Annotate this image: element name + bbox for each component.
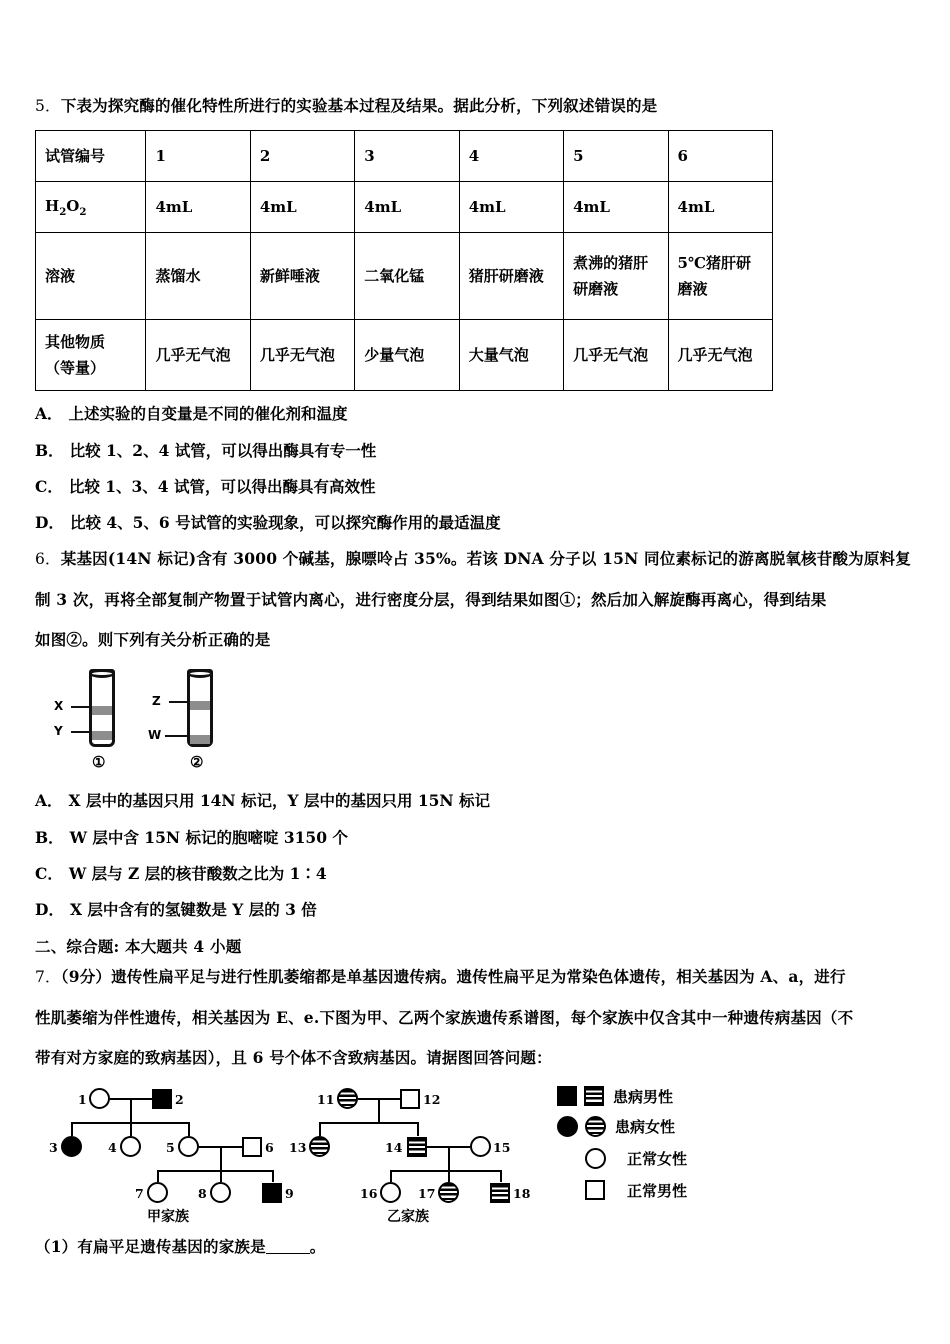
question-6-block — [35, 548, 915, 920]
drop-line-8 — [220, 1170, 222, 1182]
option-label: C． — [35, 863, 63, 883]
centrifuge-tube-figure — [47, 665, 915, 773]
question-7-sub-1 — [35, 1236, 915, 1258]
legend-symbols — [557, 1086, 604, 1106]
row-header-solution: 溶液 — [36, 233, 146, 320]
tick-z — [169, 701, 189, 703]
open-square-icon — [585, 1180, 605, 1200]
option-text: 比较 1、3、4 试管，可以得出酶具有高效性 — [68, 476, 376, 496]
cell-h2o2-6: 4mL — [668, 182, 772, 233]
question-5-option-b — [35, 441, 915, 461]
option-label: C． — [35, 476, 63, 496]
drop-line-5 — [188, 1122, 190, 1136]
band-z — [190, 701, 210, 710]
question-7-stem-line-1 — [35, 966, 915, 988]
pedigree-individual-13 — [309, 1136, 330, 1157]
question-6-option-c — [35, 864, 915, 884]
pedigree-individual-17 — [438, 1182, 459, 1203]
drop-line-3 — [71, 1122, 73, 1136]
descent-line-a2 — [220, 1146, 222, 1170]
cell-result-6: 几乎无气泡 — [668, 320, 772, 391]
legend-row-normal-female — [585, 1148, 687, 1169]
cell-result-4: 大量气泡 — [459, 320, 563, 391]
tube-label-w: W — [148, 728, 162, 743]
question-6-number: 6． — [35, 550, 61, 569]
question-6-option-b — [35, 828, 915, 848]
question-6-option-a — [35, 791, 915, 811]
option-text: X 层中含有的氢键数是 Y 层的 3 倍 — [69, 899, 317, 919]
page-content — [35, 95, 915, 1258]
cell-solution-3: 二氧化锰 — [355, 233, 459, 320]
cell-tube-2: 2 — [250, 131, 354, 182]
cell-h2o2-4: 4mL — [459, 182, 563, 233]
pedigree-number-5: 5 — [166, 1139, 175, 1155]
tube-label-z: Z — [152, 694, 161, 709]
drop-line-13 — [319, 1122, 321, 1136]
pedigree-individual-18 — [490, 1183, 510, 1203]
pedigree-number-7: 7 — [135, 1185, 144, 1201]
section-2-title: 二、综合题: 本大题共 4 小题 — [35, 937, 242, 956]
sibship-line-a2 — [157, 1170, 272, 1172]
pedigree-individual-12 — [400, 1089, 420, 1109]
pedigree-individual-11 — [337, 1088, 358, 1109]
option-label: A． — [35, 791, 63, 811]
cell-tube-4: 4 — [459, 131, 563, 182]
pedigree-individual-4 — [120, 1136, 141, 1157]
question-6-stem-text-1: 某基因(14N 标记)含有 3000 个碱基，腺嘌呤占 35%。若该 DNA 分子以 15N 同位素标记的游离脱氧核苷酸为原料复 — [60, 549, 911, 569]
cell-tube-1: 1 — [146, 131, 250, 182]
pedigree-individual-16 — [380, 1182, 401, 1203]
option-text: 比较 1、2、4 试管，可以得出酶具有专一性 — [69, 440, 377, 460]
question-7-number: 7． — [35, 968, 61, 987]
tick-x — [71, 706, 91, 708]
tick-w — [165, 735, 189, 737]
pedigree-number-9: 9 — [285, 1185, 294, 1201]
legend-symbols — [557, 1116, 606, 1137]
drop-line-9 — [272, 1170, 274, 1182]
option-text: 上述实验的自变量是不同的催化剂和温度 — [68, 404, 348, 424]
table-row — [36, 320, 773, 391]
legend-label: 正常女性 — [627, 1149, 688, 1168]
answer-blank[interactable] — [266, 1253, 310, 1254]
pedigree-number-1: 1 — [78, 1091, 87, 1107]
tick-y — [71, 731, 91, 733]
pedigree-number-8: 8 — [198, 1185, 207, 1201]
family-b-label: 乙家族 — [387, 1208, 429, 1225]
cell-solution-6: 5℃猪肝研 磨液 — [668, 233, 772, 320]
tube-label-x: X — [54, 699, 64, 714]
open-circle-icon — [585, 1148, 606, 1169]
cell-solution-5: 煮沸的猪肝 研磨液 — [564, 233, 668, 320]
question-5-option-a — [35, 404, 915, 424]
question-6-stem-line-2: 制 3 次，再将全部复制产物置于试管内离心，进行密度分层，得到结果如图①；然后加入解旋酶再离心，得到结果 — [35, 589, 827, 609]
table-row — [36, 131, 773, 182]
row-header-other-substance: 其他物质 （等量） — [36, 320, 146, 391]
question-6-option-d — [35, 900, 915, 920]
test-tube-1 — [89, 669, 115, 747]
question-5-block — [35, 95, 915, 533]
question-7-stem-line-2: 性肌萎缩为伴性遗传，相关基因为 E、e.下图为甲、乙两个家族遗传系谱图，每个家族中仅含其中一种遗传病基因（不 — [35, 1007, 854, 1027]
pedigree-number-3: 3 — [49, 1139, 58, 1155]
filled-circle-icon — [557, 1116, 578, 1137]
question-7-stem-text-1: （9分）遗传性扁平足与进行性肌萎缩都是单基因遗传病。遗传性扁平足为常染色体遗传，相关基因为 A、a，进行 — [60, 967, 846, 987]
tube-caption-2: ② — [190, 753, 204, 772]
option-text: W 层中含 15N 标记的胞嘧啶 3150 个 — [69, 827, 348, 847]
cell-h2o2-2: 4mL — [250, 182, 354, 233]
legend-symbols — [585, 1148, 606, 1169]
cell-tube-3: 3 — [355, 131, 459, 182]
tube-caption-1: ① — [92, 753, 106, 772]
pedigree-individual-7 — [147, 1182, 168, 1203]
drop-line-14 — [417, 1122, 419, 1136]
option-label: B． — [35, 440, 64, 460]
drop-line-16 — [390, 1170, 392, 1182]
drop-line-17 — [448, 1170, 450, 1182]
pedigree-number-16: 16 — [360, 1185, 378, 1201]
pedigree-number-11: 11 — [317, 1091, 335, 1107]
tube-label-y: Y — [54, 724, 63, 739]
cell-h2o2-3: 4mL — [355, 182, 459, 233]
sub-question-label: （1） — [35, 1236, 78, 1256]
cell-h2o2-5: 4mL — [564, 182, 668, 233]
question-6-stem-line-1 — [35, 548, 915, 570]
family-a-label: 甲家族 — [147, 1208, 189, 1225]
pedigree-number-4: 4 — [108, 1139, 117, 1155]
pedigree-number-14: 14 — [385, 1139, 403, 1155]
question-7-block — [35, 966, 915, 1258]
sibship-line-b1 — [319, 1122, 417, 1124]
drop-line-4 — [130, 1122, 132, 1136]
band-y — [92, 731, 112, 740]
cell-result-3: 少量气泡 — [355, 320, 459, 391]
band-x — [92, 706, 112, 715]
legend-label: 正常男性 — [627, 1181, 688, 1200]
option-text: W 层与 Z 层的核苷酸数之比为 1∶4 — [68, 863, 327, 883]
drop-line-18 — [500, 1170, 502, 1182]
option-label: D． — [35, 899, 64, 919]
sibship-line-b2 — [390, 1170, 500, 1172]
pedigree-figure — [47, 1084, 915, 1225]
question-5-stem-text: 下表为探究酶的催化特性所进行的实验基本过程及结果。据此分析，下列叙述错误的是 — [60, 96, 658, 115]
legend-label: 患病男性 — [613, 1087, 674, 1106]
cell-h2o2-1: 4mL — [146, 182, 250, 233]
tube-rim — [89, 669, 115, 678]
legend-row-affected-male — [557, 1086, 673, 1107]
question-7-stem-line-3: 带有对方家庭的致病基因），且 6 号个体不含致病基因。请据图回答问题： — [35, 1048, 552, 1068]
pedigree-number-12: 12 — [423, 1091, 441, 1107]
cell-tube-5: 5 — [564, 131, 668, 182]
test-tube-2 — [187, 669, 213, 747]
pedigree-individual-3 — [61, 1136, 82, 1157]
cell-result-2: 几乎无气泡 — [250, 320, 354, 391]
striped-square-icon — [584, 1086, 604, 1106]
legend-row-normal-male — [585, 1180, 687, 1201]
pedigree-individual-1 — [89, 1088, 110, 1109]
pedigree-number-6: 6 — [265, 1139, 274, 1155]
cell-solution-4: 猪肝研磨液 — [459, 233, 563, 320]
cell-result-1: 几乎无气泡 — [146, 320, 250, 391]
pedigree-number-13: 13 — [289, 1139, 307, 1155]
pedigree-number-2: 2 — [175, 1091, 184, 1107]
cell-result-5: 几乎无气泡 — [564, 320, 668, 391]
sub-question-period: 。 — [309, 1236, 326, 1256]
question-5-number: 5． — [35, 97, 61, 115]
striped-circle-icon — [585, 1116, 606, 1137]
pedigree-individual-14 — [407, 1137, 427, 1157]
option-label: B． — [35, 827, 64, 847]
tube-rim — [187, 669, 213, 678]
pedigree-individual-5 — [178, 1136, 199, 1157]
option-label: D． — [35, 512, 64, 532]
legend-label: 患病女性 — [615, 1117, 676, 1136]
question-6-stem-line-3: 如图②。则下列有关分析正确的是 — [35, 629, 271, 649]
pedigree-individual-6 — [242, 1137, 262, 1157]
pedigree-number-15: 15 — [493, 1139, 511, 1155]
table-row — [36, 182, 773, 233]
experiment-table — [35, 130, 773, 391]
table-row — [36, 233, 773, 320]
pedigree-individual-9 — [262, 1183, 282, 1203]
filled-square-icon — [557, 1086, 577, 1106]
option-label: A． — [35, 404, 63, 424]
descent-line-b2 — [448, 1146, 450, 1170]
row-header-tube-number: 试管编号 — [36, 131, 146, 182]
question-5-option-c — [35, 477, 915, 497]
pedigree-individual-15 — [470, 1136, 491, 1157]
option-text: 比较 4、5、6 号试管的实验现象，可以探究酶作用的最适温度 — [69, 512, 501, 532]
sub-question-text: 有扁平足遗传基因的家族是 — [77, 1236, 266, 1256]
question-5-stem — [35, 95, 915, 117]
pedigree-number-18: 18 — [513, 1185, 531, 1201]
band-w — [190, 735, 210, 744]
pedigree-individual-2 — [152, 1089, 172, 1109]
cell-tube-6: 6 — [668, 131, 772, 182]
cell-solution-2: 新鲜唾液 — [250, 233, 354, 320]
question-5-option-d — [35, 513, 915, 533]
row-header-h2o2: $H_2O_2$ — [36, 182, 146, 233]
pedigree-individual-8 — [210, 1182, 231, 1203]
descent-line-a1 — [130, 1098, 132, 1122]
drop-line-7 — [157, 1170, 159, 1182]
descent-line-b1 — [378, 1098, 380, 1122]
legend-row-affected-female — [557, 1116, 675, 1137]
pedigree-number-17: 17 — [418, 1185, 436, 1201]
legend-symbols — [585, 1180, 605, 1200]
option-text: X 层中的基因只用 14N 标记，Y 层中的基因只用 15N 标记 — [68, 791, 490, 811]
cell-solution-1: 蒸馏水 — [146, 233, 250, 320]
